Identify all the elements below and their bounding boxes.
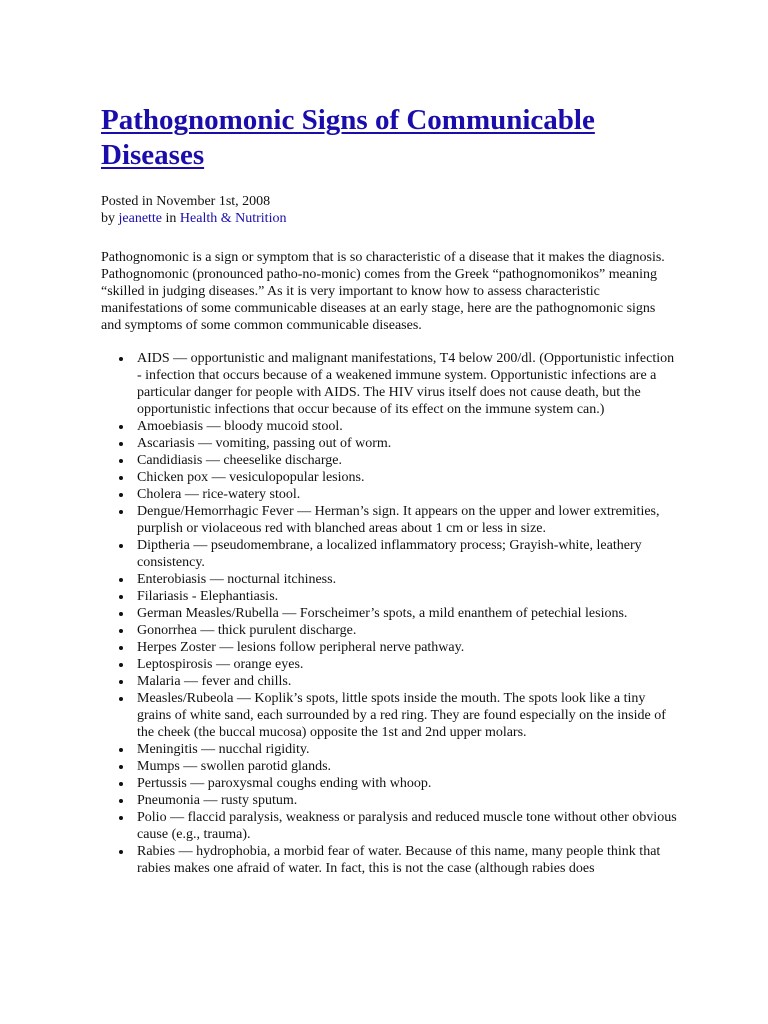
posted-prefix: Posted in	[101, 194, 157, 209]
list-item: Filariasis - Elephantiasis.	[137, 588, 677, 605]
post-meta	[101, 193, 768, 227]
list-item: Ascariasis — vomiting, passing out of worm.	[137, 435, 677, 452]
list-item: Rabies — hydrophobia, a morbid fear of water. Because of this name, many people think that rabies makes one afraid of water. In fact, this is not the case (although rabies does	[137, 843, 677, 877]
intro-paragraph: Pathognomonic is a sign or symptom that is so characteristic of a disease that it makes the diagnosis. Pathognomonic (pronounced patho-no-monic) comes from the Greek “pathognomonikos” meaning “skilled in judging diseases.” As it is very important to know how to assess characteristic manifestations of some communicable diseases at an early stage, here are the pathognomonic signs and symptoms of some common communicable diseases.	[101, 250, 665, 333]
author-link[interactable]: jeanette	[118, 211, 163, 226]
category-link[interactable]: Health & Nutrition	[179, 211, 287, 226]
list-item: Mumps — swollen parotid glands.	[137, 758, 677, 775]
list-item: AIDS — opportunistic and malignant manifestations, T4 below 200/dl. (Opportunistic infection - infection that occurs because of a weakened immune system. Opportunistic infections are a particular danger for people with AIDS. The HIV virus itself does not cause death, but the opportunistic infections that occur because of its effect on the immune system can.)	[137, 350, 677, 418]
posted-date: November 1st, 2008	[156, 194, 271, 209]
list-item: Leptospirosis — orange eyes.	[137, 656, 677, 673]
list-item: Diptheria — pseudomembrane, a localized inflammatory process; Grayish-white, leathery consistency.	[137, 537, 677, 571]
list-item: Malaria — fever and chills.	[137, 673, 677, 690]
in-word: in	[162, 211, 180, 226]
list-item: Herpes Zoster — lesions follow peripheral nerve pathway.	[137, 639, 677, 656]
list-item: Dengue/Hemorrhagic Fever — Herman’s sign. It appears on the upper and lower extremities, purplish or violaceous red with blanched areas about 1 cm or less in size.	[137, 503, 677, 537]
list-item: Measles/Rubeola — Koplik’s spots, little spots inside the mouth. The spots look like a tiny grains of white sand, each surrounded by a red ring. They are found especially on the inside of the cheek (the buccal mucosa) opposite the 1st and 2nd upper molars.	[137, 690, 677, 741]
list-item: Pneumonia — rusty sputum.	[137, 792, 677, 809]
list-item: German Measles/Rubella — Forscheimer’s spots, a mild enanthem of petechial lesions.	[137, 605, 677, 622]
list-item: Polio — flaccid paralysis, weakness or paralysis and reduced muscle tone without other obvious cause (e.g., trauma).	[137, 810, 677, 842]
list-item: Gonorrhea — thick purulent discharge.	[137, 622, 677, 639]
article-title	[101, 103, 661, 173]
posted-line	[101, 193, 768, 210]
list-item: Enterobiasis — nocturnal itchiness.	[137, 571, 677, 588]
list-item: Candidiasis — cheeselike discharge.	[137, 452, 677, 469]
article-title-link[interactable]: Pathognomonic Signs of Communicable Diseases	[101, 104, 595, 171]
list-item: Chicken pox — vesiculopopular lesions.	[137, 469, 677, 486]
by-prefix: by	[101, 211, 119, 226]
list-item: Pertussis — paroxysmal coughs ending with whoop.	[137, 775, 677, 792]
list-item: Amoebiasis — bloody mucoid stool.	[137, 418, 677, 435]
byline	[101, 210, 768, 227]
list-item: Meningitis — nucchal rigidity.	[137, 741, 677, 758]
list-item: Cholera — rice-watery stool.	[137, 486, 677, 503]
disease-list	[101, 350, 677, 877]
